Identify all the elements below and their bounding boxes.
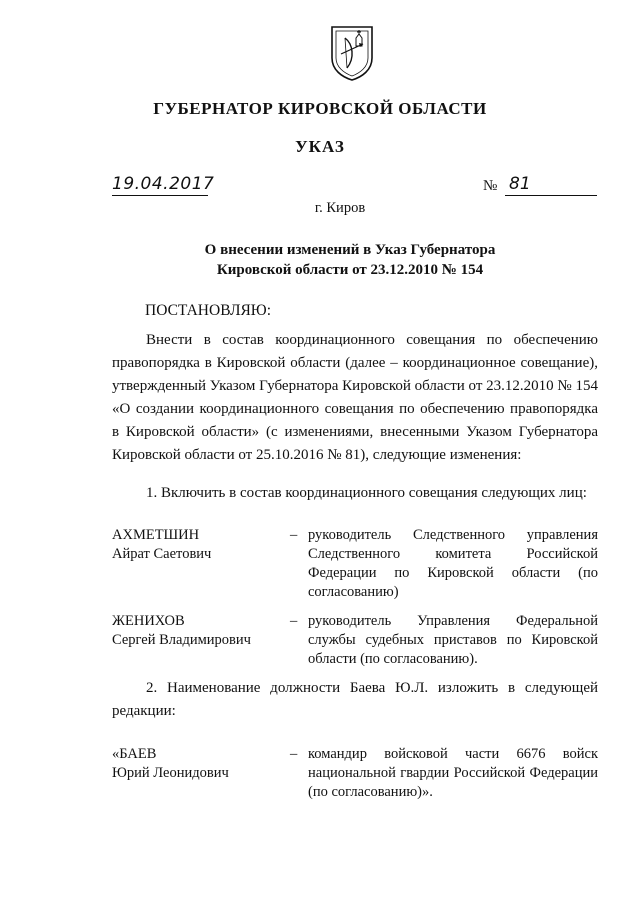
decree-subject [0, 240, 640, 280]
member-surname: «БАЕВ [112, 746, 157, 762]
member-given-name: Сергей Владимирович [112, 632, 251, 648]
number-label: № [483, 178, 498, 194]
member-given-name: Юрий Леонидович [112, 765, 229, 781]
document-type-title: УКАЗ [295, 137, 345, 156]
member-given-name: Айрат Саетович [112, 546, 212, 562]
member-name [112, 526, 272, 564]
handwritten-number: 81 [505, 174, 597, 196]
item-1-paragraph: 1. Включить в состав координационного совещания следующих лиц: [146, 485, 587, 501]
handwritten-date: 19.04.2017 [112, 174, 215, 194]
decree-word: ПОСТАНОВЛЯЮ: [145, 302, 272, 319]
subject-line-1: О внесении изменений в Указ Губернатора [204, 242, 496, 258]
member-surname: ЖЕНИХОВ [112, 613, 185, 629]
member-role: руководитель Управления Федеральной службы судебных приставов по Кировской области (по согласованию). [308, 613, 598, 667]
member-name [112, 745, 272, 783]
member-role: командир войсковой части 6676 войск национальной гвардии Российской Федерации (по согласованию)». [308, 746, 598, 800]
issuing-authority: ГУБЕРНАТОР КИРОВСКОЙ ОБЛАСТИ [153, 99, 487, 118]
member-dash: – [290, 527, 298, 543]
member-surname: АХМЕТШИН [112, 527, 200, 543]
item-2-paragraph: 2. Наименование должности Баева Ю.Л. изложить в следующей редакции: [112, 680, 598, 719]
member-name [112, 612, 272, 650]
member-role: руководитель Следственного управления Следственного комитета Российской Федерации по Кировской области (по согласованию) [308, 527, 598, 600]
member-dash: – [290, 746, 298, 762]
city-line: г. Киров [314, 200, 366, 216]
coat-of-arms-emblem [329, 24, 375, 82]
intro-paragraph: Внести в состав координационного совещания по обеспечению правопорядка в Кировской области (далее – координационное совещание), утвержденный Указом Губернатора Кировской области от 23.12.2010 № 154 «О создании координационного совещания по обеспечению правопорядка в Кировской области» (с изменениями, внесенными Указом Губернатора Кировской области от 25.10.2016 № 81), следующие изменения: [112, 332, 598, 463]
subject-line-2: Кировской области от 23.12.2010 № 154 [216, 262, 484, 278]
member-dash: – [290, 613, 298, 629]
